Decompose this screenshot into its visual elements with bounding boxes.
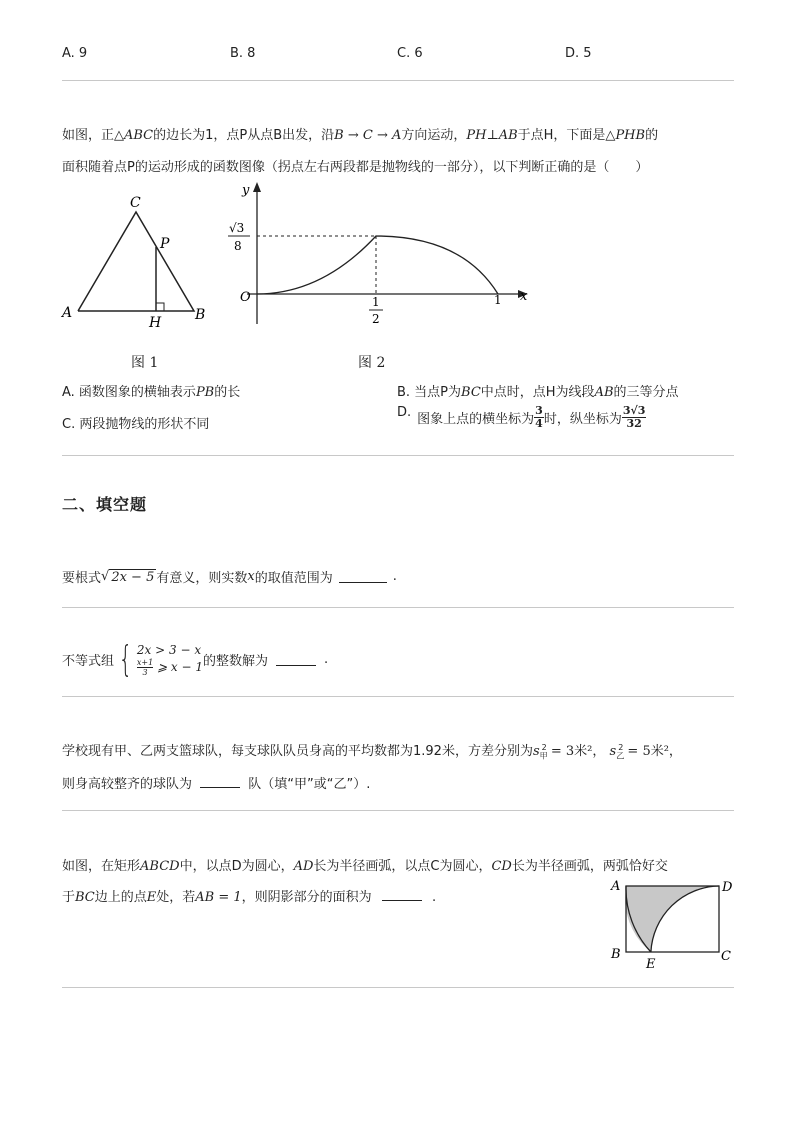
- right-angle-mark: [156, 303, 164, 311]
- question-rect-line1: 如图，在矩形ABCD中，以点D为圆心，AD长为半径画弧，以点C为圆心，CD长为半径画弧，两弧恰好交: [62, 859, 668, 874]
- label-e: E: [646, 957, 656, 972]
- label-p: P: [160, 236, 170, 252]
- label-b: B: [611, 947, 621, 962]
- label-half-den: 2: [372, 312, 380, 326]
- question-graph-line2: 面积随着点P的运动形成的函数图像（拐点左右两段都是抛物线的一部分），以下判断正确的是（ ）: [62, 160, 649, 175]
- option-c-prev: C. 6: [397, 46, 423, 61]
- section-title: 二、填空题: [62, 495, 148, 514]
- label-origin: O: [240, 290, 251, 305]
- answer-blank[interactable]: [339, 570, 387, 583]
- question-rect-line2: 于BC边上的点E处，若AB = 1，则阴影部分的面积为 .: [62, 890, 437, 905]
- label-x: x: [520, 289, 528, 304]
- label-sqrt3: √3: [229, 221, 245, 235]
- option-a-prev: A. 9: [62, 46, 88, 61]
- label-eight: 8: [234, 239, 242, 253]
- question-sqrt: 要根式 √ 2x − 5 有意义，则实数 x 的取值范围为 .: [62, 569, 397, 586]
- divider: [62, 987, 734, 988]
- shaded-region: [625, 886, 719, 952]
- divider: [62, 696, 734, 697]
- triangle-abc: [78, 212, 194, 311]
- figure-2-graph: [222, 180, 542, 330]
- answer-blank[interactable]: [200, 775, 240, 788]
- fraction-y-value: $\frac{3√3}{32}$: [622, 404, 646, 430]
- question-team-line1: 学校现有甲、乙两支篮球队，每支球队队员身高的平均数都为1.92米，方差分别为$s_甲^2 = 3$米²， $s_乙^2 = 5$米²，: [62, 742, 682, 761]
- label-a: A: [62, 305, 73, 321]
- question-team-line2: 则身高较整齐的球队为 队（填“甲”或“乙”）.: [62, 777, 371, 792]
- divider: [62, 607, 734, 608]
- label-y: y: [242, 183, 250, 198]
- option-d-prev: D. 5: [565, 46, 592, 61]
- label-b: B: [195, 307, 206, 323]
- option-b-graph: B. 当点P为BC中点时，点H为线段AB的三等分点: [397, 385, 679, 400]
- function-curve: [257, 236, 498, 294]
- option-a-graph: A. 函数图象的横轴表示PB的长: [62, 385, 241, 400]
- divider: [62, 455, 734, 456]
- divider: [62, 810, 734, 811]
- question-graph-line1: 如图，正△ABC的边长为1，点P从点B出发，沿B → C → A方向运动，PH⊥AB于点H，下面是△PHB的: [62, 128, 659, 143]
- option-c-graph: C. 两段抛物线的形状不同: [62, 417, 210, 432]
- y-axis-arrow: [253, 182, 261, 192]
- figure-1-caption: 图 1: [131, 355, 159, 371]
- label-one: 1: [494, 293, 502, 307]
- label-c: C: [721, 949, 731, 964]
- figure-rectangle: [606, 872, 736, 972]
- label-c: C: [130, 195, 141, 211]
- answer-blank[interactable]: [382, 888, 422, 901]
- label-half-num: 1: [372, 295, 380, 309]
- option-d-graph: D. 图象上点的横坐标为 $\frac{3}{4}$ 时，纵坐标为 $\frac{3√3}{32}$: [397, 404, 646, 430]
- divider: [62, 80, 734, 81]
- brace: {: [118, 638, 133, 680]
- inequality-system: 2x > 3 − x $\frac{x+1}{3}$ ⩾ x − 1: [136, 643, 204, 677]
- fraction-three-quarters: $\frac{3}{4}$: [535, 404, 543, 430]
- figure-1-triangle: [60, 190, 220, 330]
- question-inequality: 不等式组 { 2x > 3 − x $\frac{x+1}{3}$ ⩾ x − 1 的整数解为 .: [62, 638, 329, 680]
- figure-2-caption: 图 2: [358, 355, 386, 371]
- label-h: H: [149, 315, 162, 330]
- label-d: D: [722, 880, 733, 895]
- label-a: A: [611, 879, 621, 894]
- answer-blank[interactable]: [276, 653, 316, 666]
- option-b-prev: B. 8: [230, 46, 256, 61]
